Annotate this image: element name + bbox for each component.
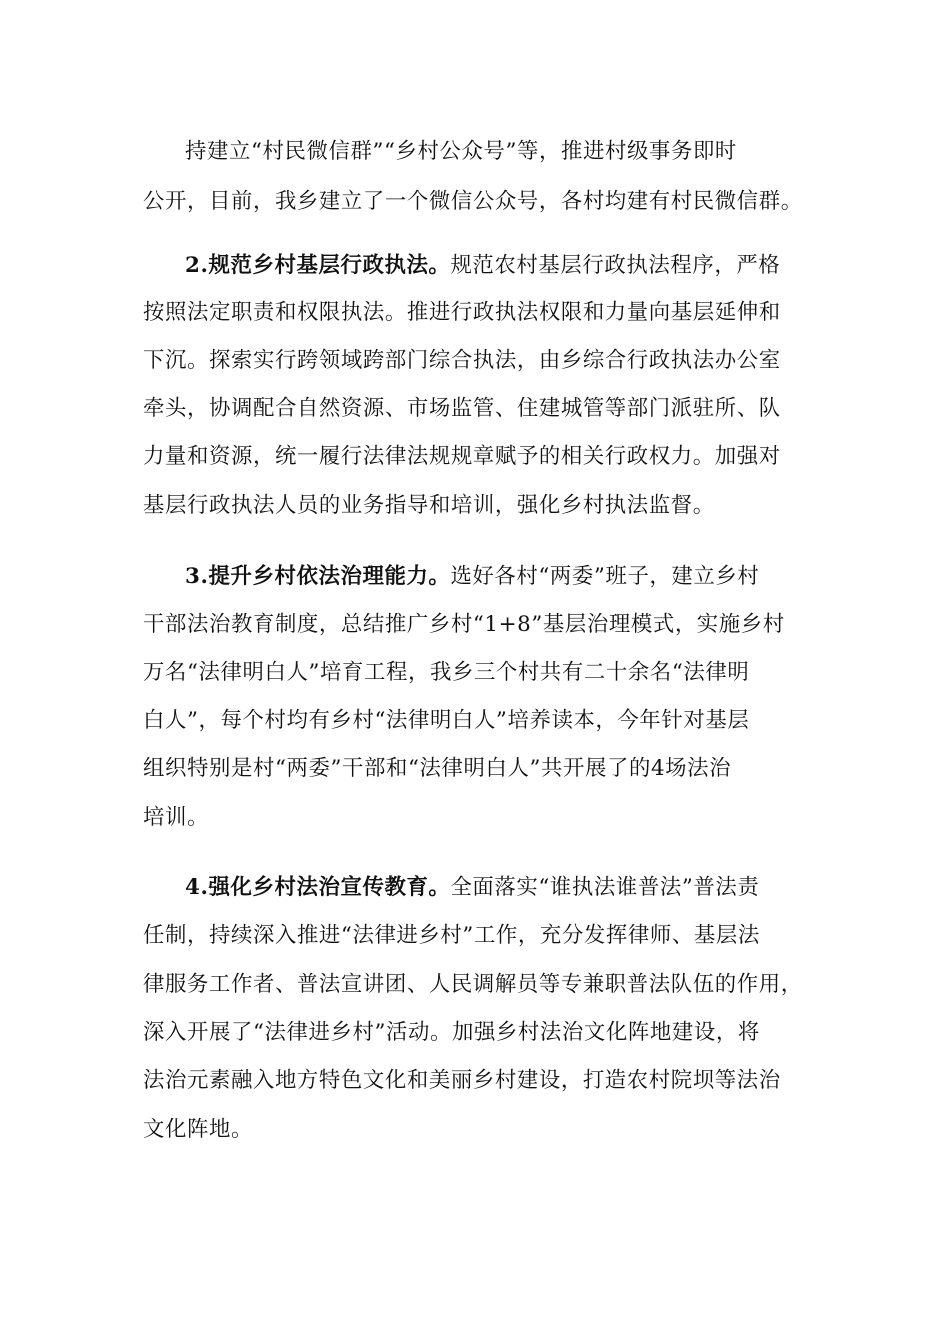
section-heading: 2.规范乡村基层行政执法。 (185, 253, 451, 278)
paragraph-line: 任制，持续深入推进“法律进乡村”工作，充分发挥律师、基层法 (143, 923, 760, 948)
section-heading: 4.强化乡村法治宣传教育。 (185, 875, 451, 900)
paragraph-first-line (185, 562, 759, 592)
section-heading: 3.提升乡村依法治理能力。 (185, 564, 451, 589)
paragraph-line: 基层行政执法人员的业务指导和培训，强化乡村执法监督。 (143, 493, 715, 518)
paragraph-text: 全面落实“谁执法谁普法”普法责 (450, 875, 760, 900)
paragraph-line: 法治元素融入地方特色文化和美丽乡村建设，打造农村院坝等法治 (143, 1068, 781, 1093)
paragraph-first-line (185, 251, 780, 281)
paragraph-line: 深入开展了“法律进乡村”活动。加强乡村法治文化阵地建设，将 (143, 1020, 760, 1045)
paragraph-text: 规范农村基层行政执法程序，严格 (450, 253, 781, 278)
paragraph-line: 干部法治教育制度，总结推广乡村“1+8”基层治理模式，实施乡村 (143, 612, 785, 637)
paragraph-line: 文化阵地。 (143, 1117, 253, 1142)
paragraph-line: 力量和资源，统一履行法律法规规章赋予的相关行政权力。加强对 (143, 444, 781, 469)
paragraph-line: 公开，目前，我乡建立了一个微信公众号，各村均建有村民微信群。 (143, 189, 803, 214)
paragraph-line: 白人”，每个村均有乡村“法律明白人”培养读本，今年针对基层 (143, 708, 750, 733)
paragraph-line: 下沉。探索实行跨领域跨部门综合执法，由乡综合行政执法办公室 (143, 348, 781, 373)
paragraph-line: 按照法定职责和权限执法。推进行政执法权限和力量向基层延伸和 (143, 300, 781, 325)
paragraph-line: 律服务工作者、普法宣讲团、人民调解员等专兼职普法队伍的作用， (143, 972, 803, 997)
paragraph-line: 牵头，协调配合自然资源、市场监管、住建城管等部门派驻所、队 (143, 396, 781, 421)
paragraph-line: 持建立“村民微信群”“乡村公众号”等，推进村级事务即时 (185, 139, 737, 164)
paragraph-line: 组织特别是村“两委”干部和“法律明白人”共开展了的4场法治 (143, 756, 732, 781)
paragraph-first-line (185, 873, 759, 903)
paragraph-line: 万名“法律明白人”培育工程，我乡三个村共有二十余名“法律明 (143, 660, 750, 685)
paragraph-text: 选好各村“两委”班子，建立乡村 (450, 564, 760, 589)
paragraph-line: 培训。 (143, 805, 209, 830)
